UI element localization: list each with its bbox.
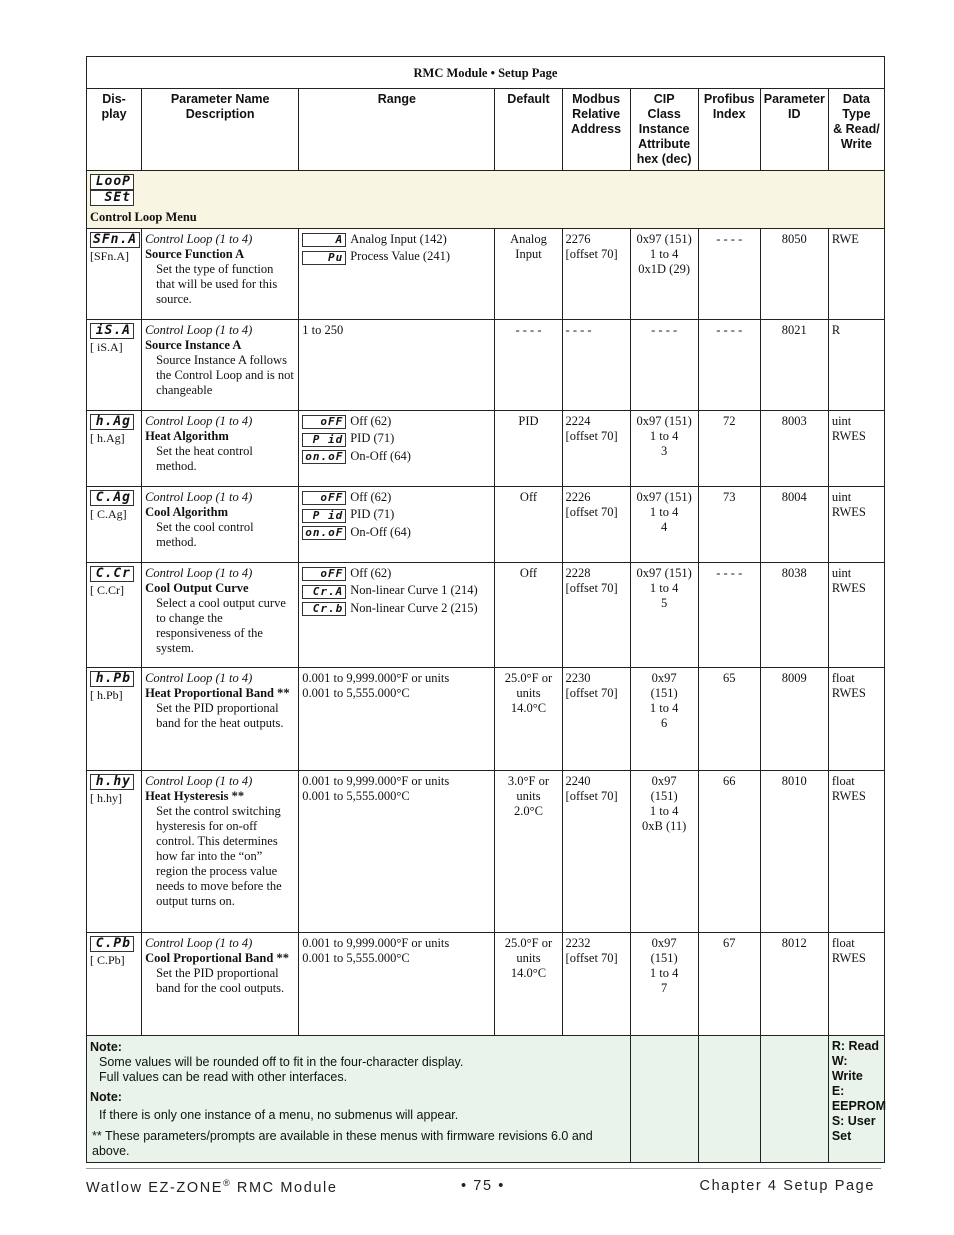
option-text: Off (62): [350, 414, 392, 429]
profibus-index: 73: [698, 487, 760, 563]
note3-text: ** These parameters/prompts are available in these menus with firmware revisions 6.0 and above.: [92, 1129, 593, 1159]
cip-value: 0x97 (151) 1 to 4 3: [630, 411, 698, 487]
option-text: PID (71): [350, 507, 395, 522]
lcd-menu-set: SEt: [90, 190, 134, 206]
note2-text: If there is only one instance of a menu, no submenus will appear.: [99, 1108, 459, 1123]
lcd-display: SFn.A: [90, 232, 140, 248]
range-option: [302, 431, 491, 446]
modbus-address: 2232 [offset 70]: [562, 933, 630, 1036]
default-value: PID: [495, 411, 562, 487]
data-type: uint RWES: [828, 487, 884, 563]
lcd-option: oFF: [302, 415, 346, 429]
param-context: Control Loop (1 to 4): [145, 490, 253, 505]
modbus-address: 2230 [offset 70]: [562, 668, 630, 771]
modbus-address: 2226 [offset 70]: [562, 487, 630, 563]
param-context: Control Loop (1 to 4): [145, 671, 253, 686]
range-option: [302, 449, 491, 464]
header-modbus: Modbus Relative Address: [562, 89, 630, 171]
cip-value: 0x97 (151) 1 to 4 0x1D (29): [630, 229, 698, 320]
modbus-address: 2224 [offset 70]: [562, 411, 630, 487]
table-row: [87, 487, 885, 563]
display-code: [ h.hy]: [90, 791, 122, 806]
parameter-id: 8010: [760, 771, 828, 933]
note2-title: Note:: [90, 1090, 122, 1105]
lcd-display: C.Cr: [90, 566, 134, 582]
option-text: PID (71): [350, 431, 395, 446]
param-description: Set the cool control method.: [156, 520, 254, 550]
parameter-id: 8050: [760, 229, 828, 320]
data-type: float RWES: [828, 668, 884, 771]
legend-user-set: S: User Set: [831, 1114, 876, 1144]
range-option: [302, 232, 491, 247]
option-text: Non-linear Curve 1 (214): [350, 583, 478, 598]
default-value: - - - -: [495, 320, 562, 411]
display-code: [ C.Ag]: [90, 507, 127, 522]
parameter-id: 8009: [760, 668, 828, 771]
profibus-index: 72: [698, 411, 760, 487]
header-param: Parameter Name Description: [142, 89, 299, 171]
cip-value: - - - -: [630, 320, 698, 411]
note-empty-param-id: [760, 1036, 828, 1163]
header-profibus: Profibus Index: [698, 89, 760, 171]
note-empty-profibus: [698, 1036, 760, 1163]
lcd-option: P id: [302, 509, 346, 523]
parameter-id: 8038: [760, 563, 828, 668]
range-option: [302, 583, 491, 598]
lcd-menu-loop: LooP: [90, 174, 134, 190]
range-text: 1 to 250: [302, 323, 344, 338]
param-name: Cool Proportional Band **: [145, 951, 289, 966]
option-text: Non-linear Curve 2 (215): [350, 600, 478, 615]
param-name: Cool Output Curve: [145, 581, 249, 596]
note1-text: Some values will be rounded off to fit in the four-character display. Full values can be read with other interfaces.: [99, 1055, 464, 1085]
data-type: uint RWES: [828, 411, 884, 487]
footer-page-number: • 75 •: [461, 1178, 505, 1194]
lcd-display: iS.A: [90, 323, 134, 339]
lcd-display: h.hy: [90, 774, 134, 790]
param-description: Set the type of function that will be used for this source.: [156, 262, 278, 307]
note1-title: Note:: [90, 1040, 122, 1055]
header-display: Dis- play: [87, 89, 142, 171]
param-context: Control Loop (1 to 4): [145, 232, 253, 247]
lcd-display: C.Pb: [90, 936, 134, 952]
lcd-option: A: [302, 233, 346, 247]
range-text: 0.001 to 9,999.000°F or units 0.001 to 5,555.000°C: [302, 774, 450, 804]
cip-value: 0x97 (151) 1 to 4 5: [630, 563, 698, 668]
param-description: Set the control switching hysteresis for on-off control. This determines how far into the “on” region the process value needs to move before the output turns on.: [156, 804, 282, 909]
profibus-index: - - - -: [698, 563, 760, 668]
option-text: Analog Input (142): [350, 232, 447, 247]
table-row: [87, 229, 885, 320]
profibus-index: - - - -: [698, 320, 760, 411]
parameter-id: 8012: [760, 933, 828, 1036]
param-description: Source Instance A follows the Control Loop and is not changeable: [156, 353, 294, 398]
menu-label: Control Loop Menu: [90, 210, 197, 225]
table-row: [87, 771, 885, 933]
data-type: float RWES: [828, 771, 884, 933]
lcd-option: oFF: [302, 567, 346, 581]
legend-read: R: Read: [831, 1039, 880, 1054]
lcd-option: on.oF: [302, 526, 346, 540]
lcd-option: on.oF: [302, 450, 346, 464]
parameter-id: 8003: [760, 411, 828, 487]
param-context: Control Loop (1 to 4): [145, 414, 253, 429]
legend-write: W: Write: [831, 1054, 863, 1084]
default-value: 3.0°F or units 2.0°C: [495, 771, 562, 933]
lcd-display: h.Ag: [90, 414, 134, 430]
range-text: 0.001 to 9,999.000°F or units 0.001 to 5,555.000°C: [302, 936, 450, 966]
param-description: Select a cool output curve to change the responsiveness of the system.: [156, 596, 286, 656]
note-empty-cip: [630, 1036, 698, 1163]
lcd-option: oFF: [302, 491, 346, 505]
display-code: [ C.Cr]: [90, 583, 124, 598]
table-row: [87, 668, 885, 771]
modbus-address: 2240 [offset 70]: [562, 771, 630, 933]
header-range: Range: [299, 89, 495, 171]
lcd-option: Cr.A: [302, 585, 346, 599]
footer-chapter: Chapter 4 Setup Page: [699, 1178, 875, 1194]
param-name: Source Instance A: [145, 338, 242, 353]
range-option: [302, 490, 491, 505]
setup-table: [86, 56, 885, 1163]
lcd-display: h.Pb: [90, 671, 134, 687]
header-param-id: Parameter ID: [760, 89, 828, 171]
range-option: [302, 525, 491, 540]
option-text: On-Off (64): [350, 524, 411, 539]
range-option: [302, 414, 491, 429]
option-text: Process Value (241): [350, 249, 450, 264]
lcd-option: Pu: [302, 251, 346, 265]
table-title: RMC Module • Setup Page: [87, 57, 885, 89]
header-default: Default: [495, 89, 562, 171]
cip-value: 0x97 (151) 1 to 4 4: [630, 487, 698, 563]
display-code: [ h.Ag]: [90, 431, 125, 446]
range-option: [302, 601, 491, 616]
rw-legend: [828, 1036, 887, 1163]
default-value: Off: [495, 563, 562, 668]
display-code: [ C.Pb]: [90, 953, 125, 968]
range-option: [302, 507, 491, 522]
param-name: Source Function A: [145, 247, 245, 262]
option-text: On-Off (64): [350, 448, 411, 463]
param-description: Set the heat control method.: [156, 444, 253, 474]
param-context: Control Loop (1 to 4): [145, 566, 253, 581]
lcd-option: Cr.b: [302, 602, 346, 616]
legend-eeprom: E: EEPROM: [831, 1084, 887, 1114]
param-description: Set the PID proportional band for the cool outputs.: [156, 966, 285, 996]
range-option: [302, 249, 491, 264]
param-name: Heat Hysteresis **: [145, 789, 245, 804]
param-context: Control Loop (1 to 4): [145, 936, 253, 951]
footer-product: Watlow EZ-ZONE® RMC Module: [86, 1178, 338, 1196]
page-footer: [86, 1168, 881, 1196]
column-header-row: [87, 89, 885, 171]
range-text: 0.001 to 9,999.000°F or units 0.001 to 5,555.000°C: [302, 671, 450, 701]
param-name: Heat Proportional Band **: [145, 686, 290, 701]
display-code: [ iS.A]: [90, 340, 123, 355]
modbus-address: 2228 [offset 70]: [562, 563, 630, 668]
data-type: uint RWES: [828, 563, 884, 668]
table-row: [87, 411, 885, 487]
menu-row: [87, 171, 885, 229]
default-value: Analog Input: [495, 229, 562, 320]
option-text: Off (62): [350, 566, 392, 581]
option-text: Off (62): [350, 490, 392, 505]
default-value: 25.0°F or units 14.0°C: [495, 668, 562, 771]
cip-value: 0x97 (151) 1 to 4 0xB (11): [630, 771, 698, 933]
table-row: [87, 933, 885, 1036]
modbus-address: - - - -: [562, 320, 630, 411]
profibus-index: 66: [698, 771, 760, 933]
table-row: [87, 563, 885, 668]
default-value: 25.0°F or units 14.0°C: [495, 933, 562, 1036]
param-name: Cool Algorithm: [145, 505, 229, 520]
display-code: [SFn.A]: [90, 249, 130, 264]
display-code: [ h.Pb]: [90, 688, 123, 703]
param-context: Control Loop (1 to 4): [145, 774, 253, 789]
profibus-index: 67: [698, 933, 760, 1036]
table-row: [87, 320, 885, 411]
modbus-address: 2276 [offset 70]: [562, 229, 630, 320]
lcd-display: C.Ag: [90, 490, 134, 506]
default-value: Off: [495, 487, 562, 563]
profibus-index: 65: [698, 668, 760, 771]
param-name: Heat Algorithm: [145, 429, 229, 444]
lcd-option: P id: [302, 433, 346, 447]
parameter-id: 8021: [760, 320, 828, 411]
header-data-type: Data Type & Read/ Write: [828, 89, 884, 171]
param-context: Control Loop (1 to 4): [145, 323, 253, 338]
data-type: float RWES: [828, 933, 884, 1036]
data-type: RWE: [828, 229, 884, 320]
cip-value: 0x97 (151) 1 to 4 7: [630, 933, 698, 1036]
notes-row: [87, 1036, 885, 1163]
profibus-index: - - - -: [698, 229, 760, 320]
header-cip: CIP Class Instance Attribute hex (dec): [630, 89, 698, 171]
param-description: Set the PID proportional band for the heat outputs.: [156, 701, 284, 731]
cip-value: 0x97 (151) 1 to 4 6: [630, 668, 698, 771]
data-type: R: [828, 320, 884, 411]
range-option: [302, 566, 491, 581]
parameter-id: 8004: [760, 487, 828, 563]
